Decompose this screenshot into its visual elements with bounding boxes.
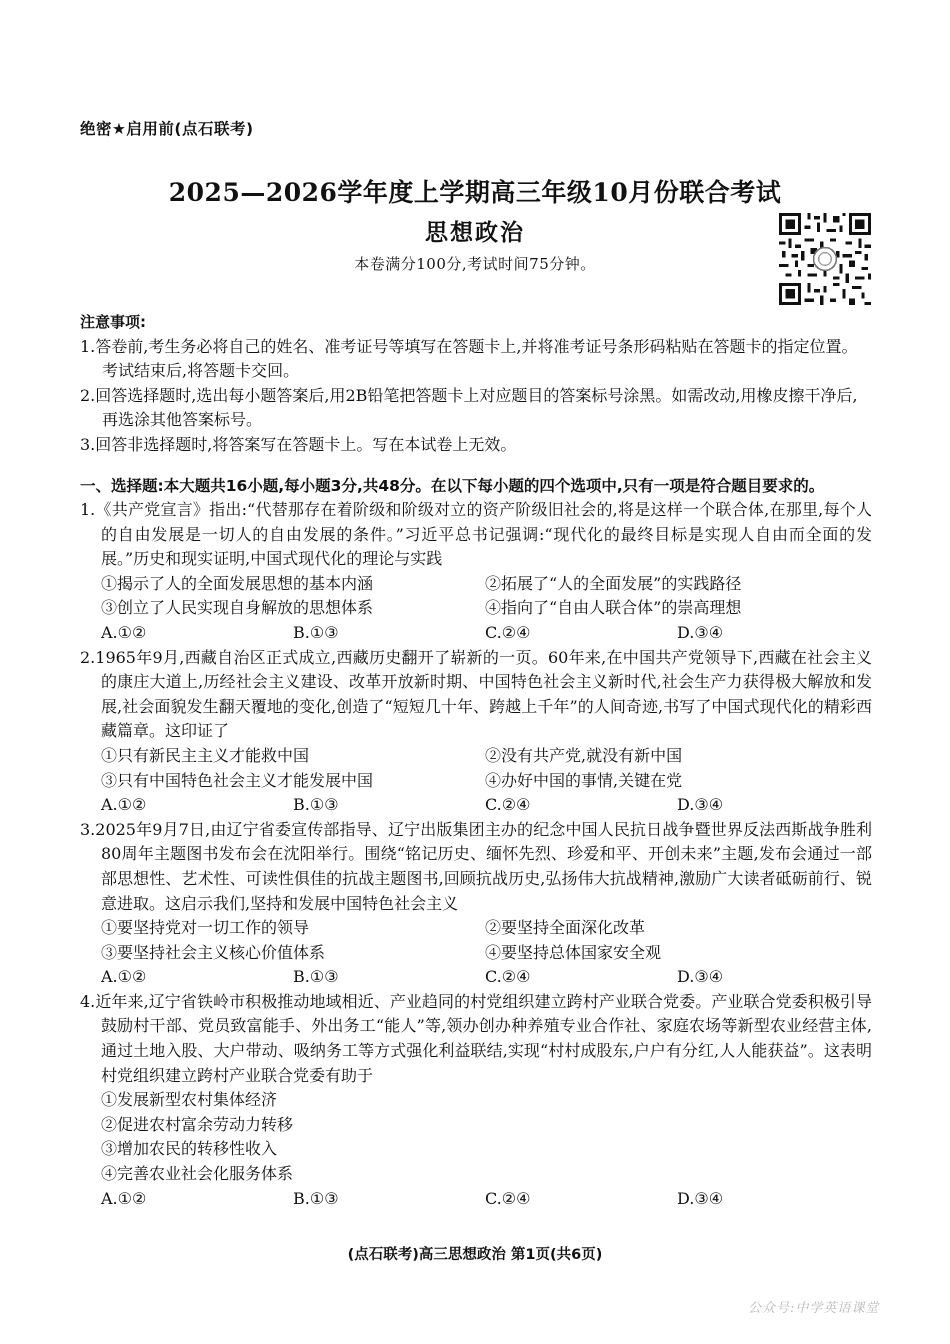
statement-item: ④办好中国的事情,关键在党 xyxy=(485,770,683,790)
statement-item: ①发展新型农村集体经济 xyxy=(101,1090,278,1110)
answer-options xyxy=(80,965,872,990)
notes-title: 注意事项: xyxy=(80,313,146,331)
statement-item: ③只有中国特色社会主义才能发展中国 xyxy=(101,770,374,790)
option-c: C.②④ xyxy=(485,1188,531,1208)
statement-item: ④指向了“自由人联合体”的崇高理想 xyxy=(485,598,742,618)
note-item: 1.答卷前,考生务必将自己的姓名、准考证号等填写在答题卡上,并将准考证号条形码粘贴在答题卡的指定位置。考试结束后,将答题卡交回。 xyxy=(80,336,858,380)
statement-item: ④要坚持总体国家安全观 xyxy=(485,942,662,962)
statement-item: ③要坚持社会主义核心价值体系 xyxy=(101,942,326,962)
question-1 xyxy=(80,498,872,646)
question-stem: 4.近年来,辽宁省铁岭市积极推动地域相近、产业趋同的村党组织建立跨村产业联合党委。产业联合党委积极引导鼓励村干部、党员致富能手、外出务工“能人”等,领办创办种养殖专业合作社、家庭农场等新型农业经营主体,通过土地入股、大户带动、吸纳务工等方式强化利益联结,实现“村村成股东,户户有分红,人人能获益”。这表明村党组织建立跨村产业联合党委有助于 xyxy=(80,991,872,1085)
question-3 xyxy=(80,818,872,990)
question-stem: 1.《共产党宣言》指出:“代替那存在着阶级和阶级对立的资产阶级旧社会的,将是这样一个联合体,在那里,每个人的自由发展是一切人的自由发展的条件。”习近平总书记强调:“现代化的最终目标是实现人自由而全面的发展。”历史和现实证明,中国式现代化的理论与实践 xyxy=(80,500,872,569)
exam-meta: 本卷满分100分,考试时间75分钟。 xyxy=(354,255,596,273)
section-heading: 一、选择题:本大题共16小题,每小题3分,共48分。在以下每小题的四个选项中,只有一项是符合题目要求的。 xyxy=(80,477,825,495)
option-c: C.②④ xyxy=(485,967,531,987)
option-b: B.①③ xyxy=(293,1188,339,1208)
exam-title: 2025—2026学年度上学期高三年级10月份联合考试 xyxy=(168,178,782,207)
statement-list xyxy=(80,572,872,621)
option-a: A.①② xyxy=(101,1188,147,1208)
statement-item: ③创立了人民实现自身解放的思想体系 xyxy=(101,598,374,618)
page-footer: (点石联考)高三思想政治 第1页(共6页) xyxy=(347,1247,603,1263)
answer-options xyxy=(80,621,872,646)
statement-list xyxy=(80,744,872,793)
option-c: C.②④ xyxy=(485,795,531,815)
subject-title: 思想政治 xyxy=(425,220,525,246)
statement-list xyxy=(80,1088,872,1186)
question-2 xyxy=(80,646,872,818)
option-b: B.①③ xyxy=(293,795,339,815)
note-item: 2.回答选择题时,选出每小题答案后,用2B铅笔把答题卡上对应题目的答案标号涂黑。如需改动,用橡皮擦干净后,再选涂其他答案标号。 xyxy=(80,385,858,429)
answer-options xyxy=(80,1187,872,1212)
watermark-text: 公众号:中学英语课堂 xyxy=(748,1301,880,1316)
statement-item: ①要坚持党对一切工作的领导 xyxy=(101,918,310,938)
statement-list xyxy=(80,916,872,965)
answer-options xyxy=(80,793,872,818)
statement-item: ②要坚持全面深化改革 xyxy=(485,918,646,938)
option-d: D.③④ xyxy=(677,622,724,642)
option-d: D.③④ xyxy=(677,795,724,815)
question-stem: 2.1965年9月,西藏自治区正式成立,西藏历史翻开了崭新的一页。60年来,在中国共产党领导下,西藏在社会主义的康庄大道上,历经社会主义建设、改革开放新时期、中国特色社会主义新时代,社会生产力获得极大解放和发展,社会面貌发生翻天覆地的变化,创造了“短短几十年、跨越上千年”的人间奇迹,书写了中国式现代化的精彩西藏篇章。这印证了 xyxy=(80,647,872,741)
option-b: B.①③ xyxy=(293,622,339,642)
statement-item: ①只有新民主主义才能救中国 xyxy=(101,745,310,765)
option-a: A.①② xyxy=(101,795,147,815)
option-d: D.③④ xyxy=(677,1188,724,1208)
option-c: C.②④ xyxy=(485,622,531,642)
option-b: B.①③ xyxy=(293,967,339,987)
option-a: A.①② xyxy=(101,967,147,987)
statement-item: ④完善农业社会化服务体系 xyxy=(101,1164,294,1184)
exam-notes xyxy=(80,310,872,457)
statement-item: ②没有共产党,就没有新中国 xyxy=(485,745,683,765)
confidential-label: 绝密★启用前(点石联考) xyxy=(80,120,254,138)
note-item: 3.回答非选择题时,将答案写在答题卡上。写在本试卷上无效。 xyxy=(80,434,517,454)
statement-item: ②拓展了“人的全面发展”的实践路径 xyxy=(485,573,742,593)
question-4 xyxy=(80,990,872,1211)
question-stem: 3.2025年9月7日,由辽宁省委宣传部指导、辽宁出版集团主办的纪念中国人民抗日战争暨世界反法西斯战争胜利80周年主题图书发布会在沈阳举行。围绕“铭记历史、缅怀先烈、珍爱和平、开创未来”主题,发布会通过一部部思想性、艺术性、可读性俱佳的抗战主题图书,回顾抗战历史,弘扬伟大抗战精神,激励广大读者砥砺前行、锐意进取。这启示我们,坚持和发展中国特色社会主义 xyxy=(80,819,872,913)
question-section xyxy=(80,474,872,1211)
option-a: A.①② xyxy=(101,622,147,642)
qr-code-icon xyxy=(779,213,871,305)
option-d: D.③④ xyxy=(677,967,724,987)
statement-item: ①揭示了人的全面发展思想的基本内涵 xyxy=(101,573,374,593)
statement-item: ②促进农村富余劳动力转移 xyxy=(101,1114,294,1134)
statement-item: ③增加农民的转移性收入 xyxy=(101,1139,278,1159)
